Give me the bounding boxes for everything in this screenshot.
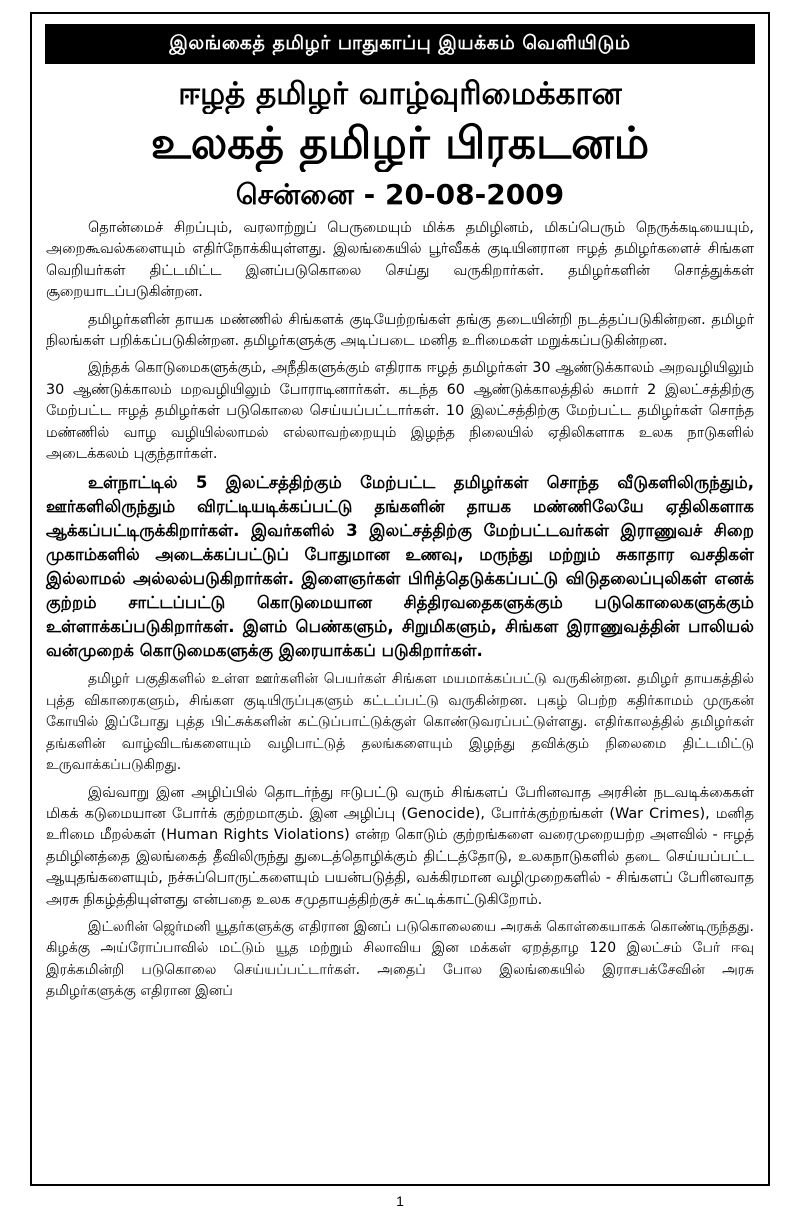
paragraph-4: உள்நாட்டில் 5 இலட்சத்திற்கும் மேற்பட்ட தமிழர்கள் சொந்த வீடுகளிலிருந்தும், ஊர்களிலிருந்தும் விரட்டியடிக்கப்பட்டு தங்களின் தாயக மண்ணிலேயே ஏதிலிகளாக ஆக்கப்பட்டிருக்கிறார்கள். இவர்களில் 3 இலட்சத்திற்கு மேற்பட்டவர்கள் இராணுவச் சிறை முகாம்களில் அடைக்கப்பட்டுப் போதுமான உணவு, மருந்து மற்றும் சுகாதார வசதிகள் இல்லாமல் அல்லல்படுகிறார்கள். இளைஞர்கள் பிரித்தெடுக்கப்பட்டு விடுதலைப்புலிகள் எனக் குற்றம் சாட்டப்பட்டு கொடுமையான சித்திரவதைகளுக்கும் படுகொலைகளுக்கும் உள்ளாக்கப்படுகிறார்கள். இளம் பெண்களும், சிறுமிகளும், சிங்கள இராணுவத்தின் பாலியல் வன்முறைக் கொடுமைகளுக்கு இரையாக்கப் படுகிறார்கள். [46, 473, 754, 661]
page-number: 1 [396, 1193, 404, 1209]
paragraph-3: இந்தக் கொடுமைகளுக்கும், அநீதிகளுக்கும் எதிராக ஈழத் தமிழர்கள் 30 ஆண்டுக்காலம் அறவழியிலும் 30 ஆண்டுக்காலம் மறவழியிலும் போராடினார்கள். கடந்த 60 ஆண்டுக்காலத்தில் சுமார் 2 இலட்சத்திற்கு மேற்பட்ட ஈழத் தமிழர்கள் படுகொலை செய்யப்பட்டார்கள். 10 இலட்சத்திற்கு மேற்பட்ட தமிழர்கள் சொந்த மண்ணில் வாழ வழியில்லாமல் எல்லாவற்றையும் இழந்த நிலையில் ஏதிலிகளாக உலக நாடுகளில் அடைக்கலம் புகுந்தார்கள். [46, 360, 754, 463]
paragraph-7: இட்லரின் ஜெர்மனி யூதர்களுக்கு எதிரான இனப் படுகொலையை அரசுக் கொள்கையாகக் கொண்டிருந்தது. கிழக்கு அய்ரோப்பாவில் மட்டும் யூத மற்றும் சிலாவிய இன மக்கள் ஏறத்தாழ 120 இலட்சம் பேர் ஈவு இரக்கமின்றி படுகொலை செய்யப்பட்டார்கள். அதைப் போல இலங்கையில் இராசபக்சேவின் அரசு தமிழர்களுக்கு எதிரான இனப் [46, 918, 754, 1000]
publisher-banner: இலங்கைத் தமிழர் பாதுகாப்பு இயக்கம் வெளியிடும் [45, 24, 755, 64]
title-line-1: ஈழத் தமிழர் வாழ்வுரிமைக்கான [178, 76, 622, 112]
paragraph-5: தமிழர் பகுதிகளில் உள்ள ஊர்களின் பெயர்கள் சிங்கள மயமாக்கப்பட்டு வருகின்றன. தமிழர் தாயகத்தில் புத்த விகாரைகளும், சிங்கள குடியிருப்புகளும் கட்டப்பட்டு வருகின்றன. புகழ் பெற்ற கதிர்காமம் முருகன் கோயில் இப்போது புத்த பிட்சுக்களின் கட்டுப்பாட்டுக்குள் கொண்டுவரப்பட்டுள்ளது. எதிர்காலத்தில் தமிழர்கள் தங்களின் வாழ்விடங்களையும் வழிபாட்டுத் தலங்களையும் இழந்து தவிக்கும் நிலைமை திட்டமிட்டு உருவாக்கப்படுகிறது. [46, 671, 754, 774]
dateline: சென்னை - 20-08-2009 [235, 178, 565, 211]
paragraph-2: தமிழர்களின் தாயக மண்ணில் சிங்களக் குடியேற்றங்கள் தங்கு தடையின்றி நடத்தப்படுகின்றன. தமிழர் நிலங்கள் பறிக்கப்படுகின்றன. தமிழர்களுக்கு அடிப்படை மனித உரிமைகள் மறுக்கப்படுகின்றன. [46, 311, 754, 350]
paragraph-6: இவ்வாறு இன அழிப்பில் தொடர்ந்து ஈடுபட்டு வரும் சிங்களப் பேரினவாத அரசின் நடவடிக்கைகள் மிகக் கடுமையான போர்க் குற்றமாகும். இன அழிப்பு (Genocide), போர்க்குற்றங்கள் (War Crimes), மனித உரிமை மீறல்கள் (Human Rights Violations) என்ற கொடும் குற்றங்களை வரைமுறையற்ற அளவில் - ஈழத் தமிழினத்தை இலங்கைத் தீவிலிருந்து துடைத்தொழிக்கும் திட்டத்தோடு, உலகநாடுகளில் தடை செய்யப்பட்ட ஆயுதங்களையும், நச்சுப்பொருட்களையும் பயன்படுத்தி, வக்கிரமான வழிமுறைகளில் - சிங்களப் பேரினவாத அரசு நிகழ்த்தியுள்ளது என்பதை உலக சமுதாயத்திற்குச் சுட்டிக்காட்டுகிறோம். [46, 784, 754, 908]
document-page [30, 12, 770, 1186]
document-body [32, 212, 768, 1003]
paragraph-1: தொன்மைச் சிறப்பும், வரலாற்றுப் பெருமையும் மிக்க தமிழினம், மிகப்பெரும் நெருக்கடியையும், அறைகூவல்களையும் எதிர்நோக்கியுள்ளது. இலங்கையில் பூர்வீகக் குடியினரான ஈழத் தமிழர்களைச் சிங்கள வெறியர்கள் திட்டமிட்ட இனப்படுகொலை செய்து வருகிறார்கள். தமிழர்களின் சொத்துக்கள் சூறையாடப்படுகின்றன. [46, 220, 754, 301]
title-line-2: உலகத் தமிழர் பிரகடனம் [150, 118, 650, 169]
